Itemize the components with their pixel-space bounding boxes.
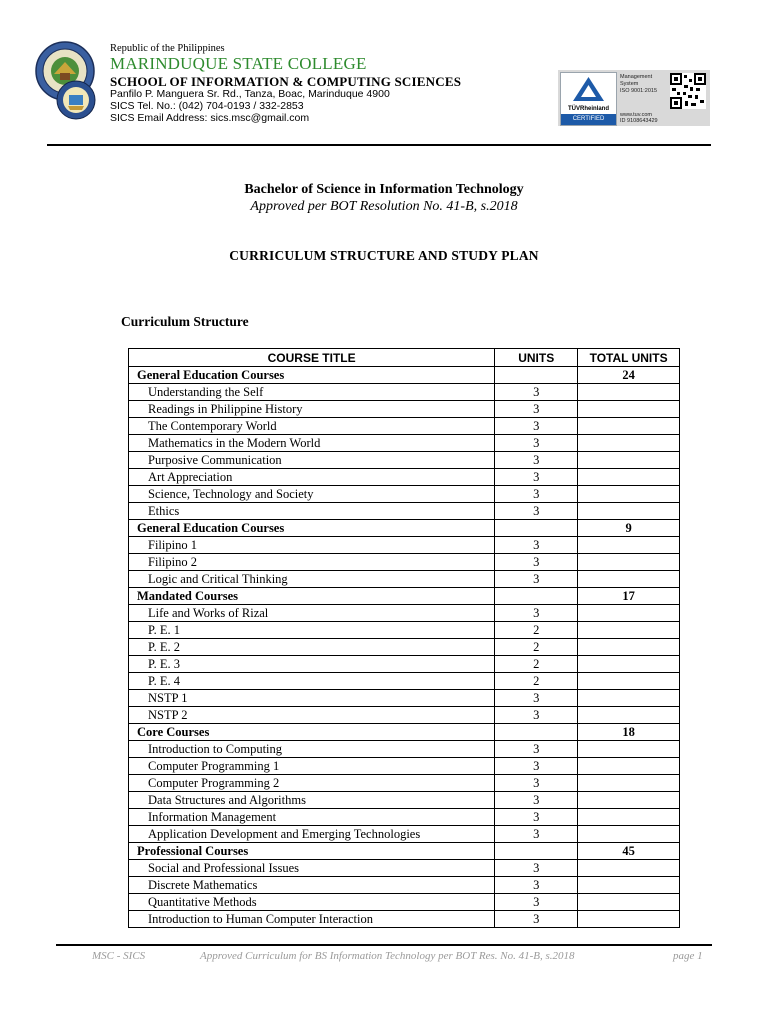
course-title: Ethics bbox=[129, 503, 495, 520]
course-title: Understanding the Self bbox=[129, 384, 495, 401]
category-total-units: 45 bbox=[578, 843, 680, 860]
category-total-units bbox=[578, 469, 680, 486]
category-total-units bbox=[578, 639, 680, 656]
course-units: 2 bbox=[495, 639, 578, 656]
course-title: Filipino 1 bbox=[129, 537, 495, 554]
category-total-units bbox=[578, 775, 680, 792]
category-total-units bbox=[578, 401, 680, 418]
category-total-units bbox=[578, 486, 680, 503]
category-total-units bbox=[578, 741, 680, 758]
course-units: 3 bbox=[495, 605, 578, 622]
category-total-units: 18 bbox=[578, 724, 680, 741]
course-units: 3 bbox=[495, 435, 578, 452]
table-header-row bbox=[129, 349, 680, 367]
table-row bbox=[129, 435, 680, 452]
course-title: NSTP 2 bbox=[129, 707, 495, 724]
category-total-units bbox=[578, 384, 680, 401]
table-row bbox=[129, 758, 680, 775]
table-category-row bbox=[129, 367, 680, 384]
course-units: 3 bbox=[495, 792, 578, 809]
course-title: Computer Programming 2 bbox=[129, 775, 495, 792]
iso-certification-block bbox=[558, 70, 710, 126]
course-units: 3 bbox=[495, 401, 578, 418]
course-title: Science, Technology and Society bbox=[129, 486, 495, 503]
course-units: 3 bbox=[495, 384, 578, 401]
table-row bbox=[129, 622, 680, 639]
course-units: 3 bbox=[495, 809, 578, 826]
course-title: Discrete Mathematics bbox=[129, 877, 495, 894]
category-total-units bbox=[578, 707, 680, 724]
table-row bbox=[129, 605, 680, 622]
table-row bbox=[129, 469, 680, 486]
column-header-total-units: TOTAL UNITS bbox=[578, 349, 680, 367]
course-title: Life and Works of Rizal bbox=[129, 605, 495, 622]
category-total-units bbox=[578, 503, 680, 520]
footer-page-number: page 1 bbox=[673, 950, 703, 962]
program-title: Bachelor of Science in Information Technology bbox=[244, 182, 524, 197]
republic-line: Republic of the Philippines bbox=[110, 43, 225, 54]
table-row bbox=[129, 452, 680, 469]
course-title: Social and Professional Issues bbox=[129, 860, 495, 877]
school-email: SICS Email Address: sics.msc@gmail.com bbox=[110, 112, 310, 124]
category-total-units bbox=[578, 656, 680, 673]
category-total-units bbox=[578, 452, 680, 469]
document-heading: CURRICULUM STRUCTURE AND STUDY PLAN bbox=[229, 248, 539, 263]
category-total-units bbox=[578, 622, 680, 639]
table-row bbox=[129, 792, 680, 809]
course-units: 3 bbox=[495, 571, 578, 588]
cert-line-5: ID 9108643429 bbox=[620, 118, 658, 124]
course-units: 3 bbox=[495, 758, 578, 775]
category-total-units: 24 bbox=[578, 367, 680, 384]
course-title: Art Appreciation bbox=[129, 469, 495, 486]
table-row bbox=[129, 656, 680, 673]
table-category-row bbox=[129, 724, 680, 741]
category-total-units bbox=[578, 809, 680, 826]
category-title: General Education Courses bbox=[129, 367, 495, 384]
table-row bbox=[129, 860, 680, 877]
college-name: MARINDUQUE STATE COLLEGE bbox=[110, 54, 367, 73]
course-title: Computer Programming 1 bbox=[129, 758, 495, 775]
course-units: 3 bbox=[495, 690, 578, 707]
course-title: P. E. 2 bbox=[129, 639, 495, 656]
footer-center: Approved Curriculum for BS Information Technology per BOT Res. No. 41-B, s.2018 bbox=[200, 950, 575, 962]
course-title: Logic and Critical Thinking bbox=[129, 571, 495, 588]
category-title: Core Courses bbox=[129, 724, 495, 741]
course-title: Mathematics in the Modern World bbox=[129, 435, 495, 452]
course-title: Introduction to Human Computer Interaction bbox=[129, 911, 495, 928]
course-title: Purposive Communication bbox=[129, 452, 495, 469]
qr-code-icon bbox=[670, 73, 706, 109]
cert-line-1: Management bbox=[620, 74, 653, 80]
course-title: P. E. 1 bbox=[129, 622, 495, 639]
course-units bbox=[495, 367, 578, 384]
course-title: Application Development and Emerging Technologies bbox=[129, 826, 495, 843]
table-row bbox=[129, 486, 680, 503]
category-total-units bbox=[578, 894, 680, 911]
table-row bbox=[129, 690, 680, 707]
table-row bbox=[129, 571, 680, 588]
course-units bbox=[495, 843, 578, 860]
table-row bbox=[129, 639, 680, 656]
course-units: 3 bbox=[495, 469, 578, 486]
table-category-row bbox=[129, 588, 680, 605]
course-units: 2 bbox=[495, 673, 578, 690]
course-title: Information Management bbox=[129, 809, 495, 826]
course-units: 3 bbox=[495, 911, 578, 928]
category-total-units bbox=[578, 418, 680, 435]
course-units: 2 bbox=[495, 656, 578, 673]
category-title: Mandated Courses bbox=[129, 588, 495, 605]
table-row bbox=[129, 877, 680, 894]
course-units bbox=[495, 520, 578, 537]
table-row bbox=[129, 673, 680, 690]
table-row bbox=[129, 809, 680, 826]
course-units bbox=[495, 588, 578, 605]
course-units: 3 bbox=[495, 894, 578, 911]
table-row bbox=[129, 503, 680, 520]
category-total-units: 9 bbox=[578, 520, 680, 537]
course-units: 3 bbox=[495, 418, 578, 435]
school-telephone: SICS Tel. No.: (042) 704-0193 / 332-2853 bbox=[110, 100, 304, 112]
course-units: 3 bbox=[495, 537, 578, 554]
category-total-units bbox=[578, 537, 680, 554]
category-title: General Education Courses bbox=[129, 520, 495, 537]
table-row bbox=[129, 775, 680, 792]
course-title: Introduction to Computing bbox=[129, 741, 495, 758]
course-title: The Contemporary World bbox=[129, 418, 495, 435]
tuv-certified-badge bbox=[560, 72, 617, 126]
table-category-row bbox=[129, 843, 680, 860]
tuv-certified-label: CERTIFIED bbox=[561, 114, 616, 125]
course-units: 3 bbox=[495, 860, 578, 877]
course-units bbox=[495, 724, 578, 741]
course-units: 3 bbox=[495, 826, 578, 843]
category-total-units bbox=[578, 673, 680, 690]
column-header-units: UNITS bbox=[495, 349, 578, 367]
school-seal-logo bbox=[56, 80, 96, 120]
category-title: Professional Courses bbox=[129, 843, 495, 860]
table-row bbox=[129, 826, 680, 843]
column-header-course-title: COURSE TITLE bbox=[129, 349, 495, 367]
table-category-row bbox=[129, 520, 680, 537]
course-units: 3 bbox=[495, 452, 578, 469]
school-name: SCHOOL OF INFORMATION & COMPUTING SCIENCES bbox=[110, 74, 462, 89]
course-units: 3 bbox=[495, 486, 578, 503]
category-total-units bbox=[578, 571, 680, 588]
footer-divider bbox=[56, 944, 712, 946]
category-total-units bbox=[578, 690, 680, 707]
category-total-units bbox=[578, 554, 680, 571]
curriculum-table bbox=[128, 348, 680, 928]
category-total-units: 17 bbox=[578, 588, 680, 605]
cert-line-3: ISO 9001:2015 bbox=[620, 88, 658, 94]
course-units: 3 bbox=[495, 741, 578, 758]
category-total-units bbox=[578, 860, 680, 877]
course-units: 3 bbox=[495, 877, 578, 894]
table-row bbox=[129, 537, 680, 554]
category-total-units bbox=[578, 826, 680, 843]
table-row bbox=[129, 707, 680, 724]
course-title: P. E. 4 bbox=[129, 673, 495, 690]
category-total-units bbox=[578, 435, 680, 452]
footer-left: MSC - SICS bbox=[92, 950, 146, 962]
course-title: Data Structures and Algorithms bbox=[129, 792, 495, 809]
table-row bbox=[129, 401, 680, 418]
course-title: NSTP 1 bbox=[129, 690, 495, 707]
category-total-units bbox=[578, 877, 680, 894]
course-units: 2 bbox=[495, 622, 578, 639]
table-row bbox=[129, 911, 680, 928]
category-total-units bbox=[578, 605, 680, 622]
course-units: 3 bbox=[495, 503, 578, 520]
category-total-units bbox=[578, 911, 680, 928]
category-total-units bbox=[578, 792, 680, 809]
course-title: Quantitative Methods bbox=[129, 894, 495, 911]
table-row bbox=[129, 384, 680, 401]
approval-line: Approved per BOT Resolution No. 41-B, s.2018 bbox=[250, 199, 518, 214]
course-units: 3 bbox=[495, 707, 578, 724]
course-title: Filipino 2 bbox=[129, 554, 495, 571]
category-total-units bbox=[578, 758, 680, 775]
table-row bbox=[129, 554, 680, 571]
tuv-name: TÜVRheinland bbox=[567, 106, 609, 112]
table-body bbox=[129, 367, 680, 928]
table-row bbox=[129, 894, 680, 911]
course-units: 3 bbox=[495, 775, 578, 792]
tuv-triangle-icon bbox=[561, 73, 616, 105]
table-row bbox=[129, 741, 680, 758]
school-address: Panfilo P. Manguera Sr. Rd., Tanza, Boac, Marinduque 4900 bbox=[110, 88, 390, 100]
cert-line-2: System bbox=[620, 81, 639, 87]
table-row bbox=[129, 418, 680, 435]
course-title: P. E. 3 bbox=[129, 656, 495, 673]
cert-line-4: www.tuv.com bbox=[620, 112, 652, 118]
course-units: 3 bbox=[495, 554, 578, 571]
section-heading: Curriculum Structure bbox=[121, 314, 249, 329]
letterhead-divider bbox=[47, 144, 711, 146]
course-title: Readings in Philippine History bbox=[129, 401, 495, 418]
